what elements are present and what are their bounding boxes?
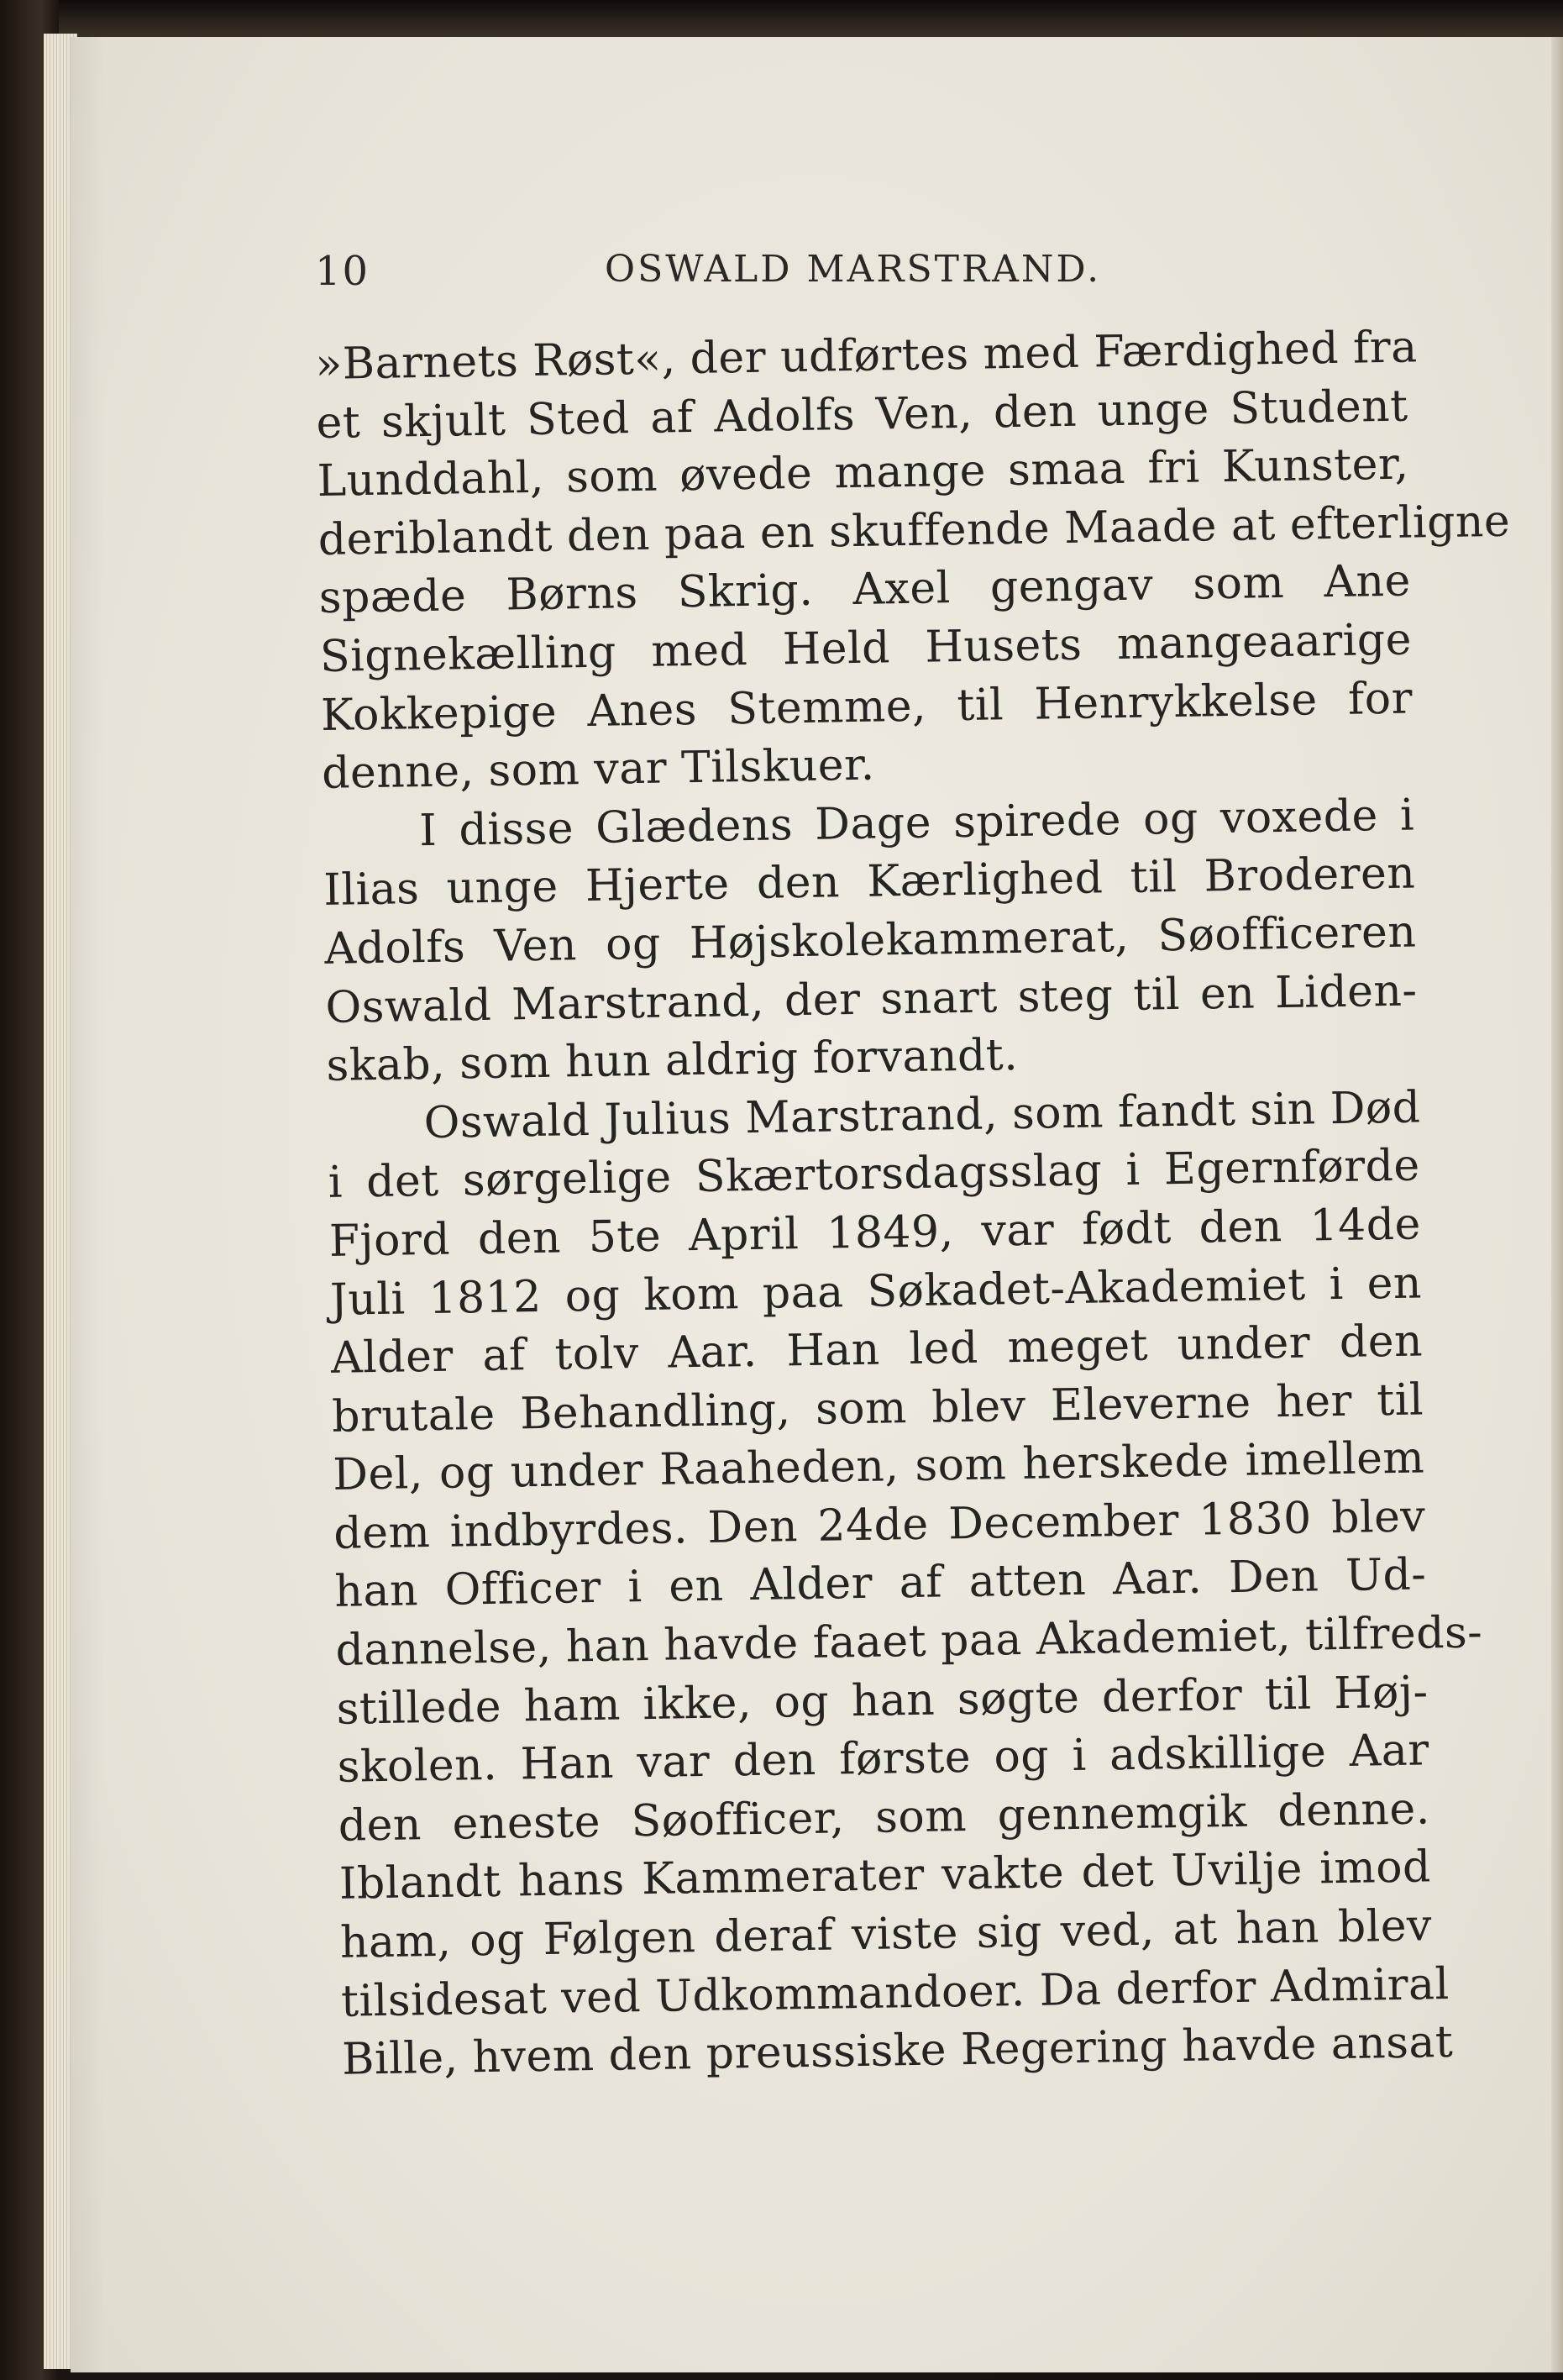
text-line: »Barnets Røst«, der udførtes med Færdighed fra [315, 322, 1419, 390]
text-line: stillede ham ikke, og han søgte derfor til Høj- [336, 1667, 1429, 1735]
text-line: Fjord den 5te April 1849, var født den 14de [328, 1199, 1422, 1267]
paragraph-start: I disse Glædens Dage spirede og voxede i [418, 790, 1415, 856]
text-line: Alder af tolv Aar. Han led meget under den [330, 1316, 1424, 1384]
text-line: Kokkepige Anes Stemme, til Henrykkelse for [320, 673, 1414, 741]
text-line: skab, som hun aldrig forvandt. [326, 1030, 1019, 1092]
text-line: Oswald Marstrand, der snart steg til en Liden- [325, 965, 1418, 1033]
text-line: Signekælling med Held Husets mangeaarige [319, 614, 1413, 682]
text-line: Bille, hvem den preussiske Regering havde ansat [341, 2017, 1454, 2085]
book-top-edge [0, 0, 1563, 38]
body-text [315, 319, 1511, 2090]
text-line: i det sørgelige Skærtorsdagsslag i Egernførde [328, 1140, 1421, 1209]
text-line: Iblandt hans Kammerater vakte det Uvilje imod [338, 1841, 1432, 1910]
text-line: Adolfs Ven og Højskolekammerat, Søofficeren [323, 906, 1417, 975]
text-line: Lunddahl, som øvede mange smaa fri Kunster, [317, 439, 1410, 507]
text-line: Ilias unge Hjerte den Kærlighed til Broderen [323, 848, 1416, 917]
text-line: skolen. Han var den første og i adskillige Aar [337, 1725, 1430, 1794]
text-line: han Officer i en Alder af atten Aar. Den Ud- [334, 1549, 1427, 1618]
text-line: denne, som var Tilskuer. [321, 739, 876, 800]
text-line: Juli 1812 og kom paa Søkadet-Akademiet i en [329, 1257, 1423, 1326]
text-line: den eneste Søofficer, som gennemgik denne. [338, 1784, 1431, 1852]
text-line: Del, og under Raaheden, som herskede imellem [332, 1432, 1425, 1501]
page-right-edge [1551, 37, 1563, 2372]
text-line: brutale Behandling, som blev Eleverne her til [331, 1374, 1424, 1442]
page-number: 10 [315, 248, 370, 295]
text-line: ham, og Følgen deraf viste sig ved, at han blev [339, 1900, 1433, 1968]
text-line: dannelse, han havde faaet paa Akademiet, tilfreds- [335, 1607, 1483, 1676]
paragraph-start: Oswald Julius Marstrand, som fandt sin Død [423, 1082, 1421, 1148]
running-title: OSWALD MARSTRAND. [605, 248, 1102, 291]
page-header [315, 248, 1407, 298]
text-line: dem indbyrdes. Den 24de December 1830 blev [333, 1491, 1426, 1559]
text-line: tilsidesat ved Udkommandoer. Da derfor Admiral [340, 1958, 1450, 2027]
text-line: spæde Børns Skrig. Axel gengav som Ane [318, 555, 1412, 624]
text-line: et skjult Sted af Adolfs Ven, den unge Student [316, 381, 1408, 449]
text-line: deriblandt den paa en skuffende Maade at efterligne [317, 496, 1511, 565]
